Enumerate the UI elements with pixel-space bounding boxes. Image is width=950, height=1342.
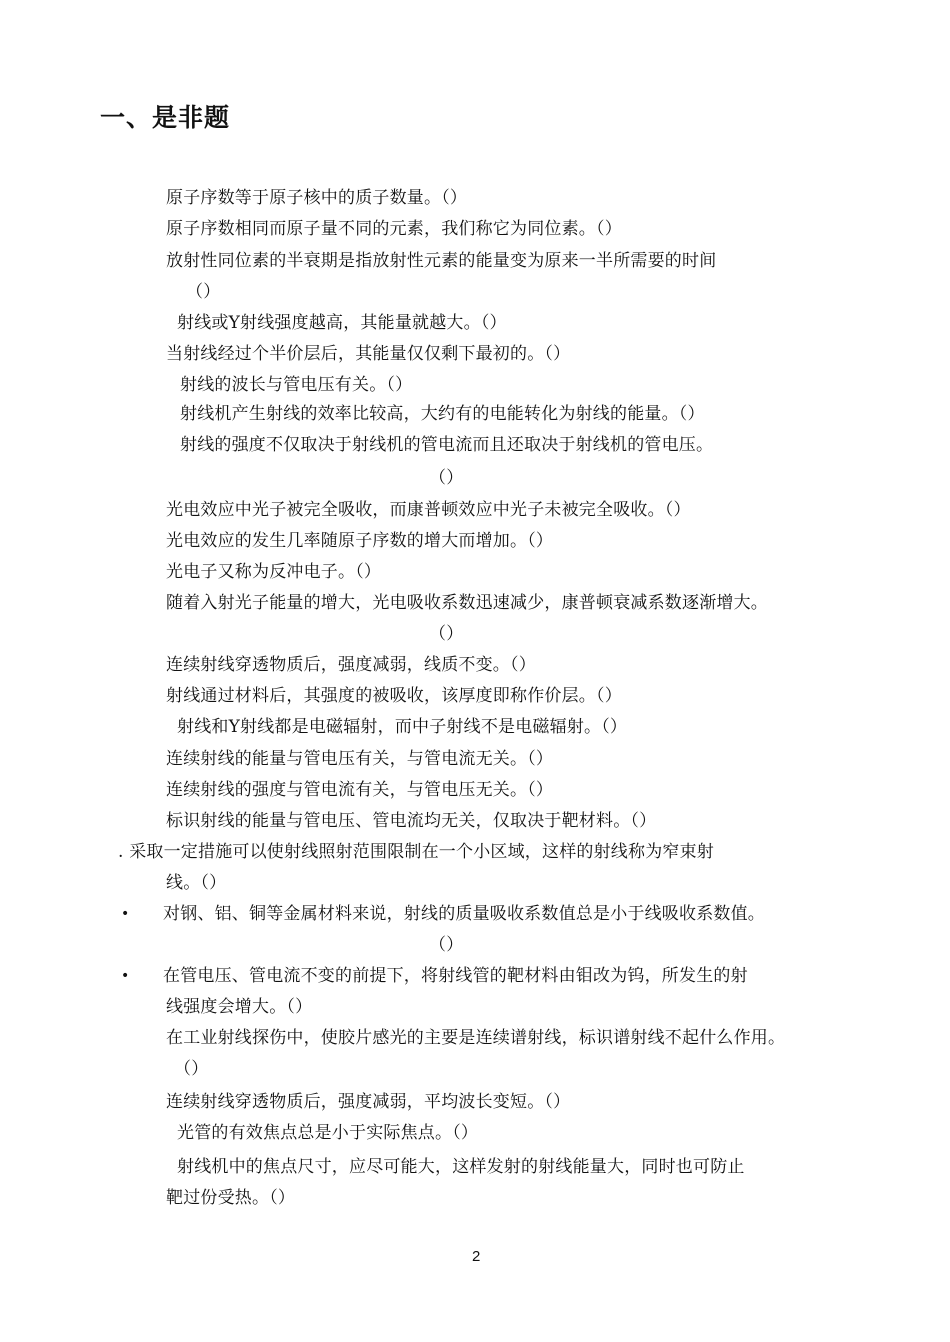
question-line: 射线的波长与管电压有关。（） <box>180 375 413 395</box>
question-line: 当射线经过个半价层后，其能量仅仅剩下最初的。（） <box>166 344 571 364</box>
question-line: （） <box>186 282 221 302</box>
question-line: 放射性同位素的半衰期是指放射性元素的能量变为原来一半所需要的时间 <box>166 251 717 271</box>
question-line: 射线机产生射线的效率比较高，大约有的电能转化为射线的能量。（） <box>180 404 705 424</box>
section-heading: 一、是非题 <box>100 103 231 132</box>
question-line: 光管的有效焦点总是小于实际焦点。（） <box>177 1123 479 1143</box>
question-line: 在管电压、管电流不变的前提下，将射线管的靶材料由钼改为钨，所发生的射 <box>163 966 748 986</box>
bullet-marker: • <box>121 906 130 922</box>
question-line: 连续射线穿透物质后，强度减弱，线质不变。（） <box>166 655 536 675</box>
question-line: 对钢、铝、铜等金属材料来说，射线的质量吸收系数值总是小于线吸收系数值。 <box>163 904 765 924</box>
question-line: 线强度会增大。（） <box>166 997 313 1017</box>
question-line: 靶过份受热。（） <box>166 1188 296 1208</box>
question-line: 连续射线穿透物质后，强度减弱，平均波长变短。（） <box>166 1092 571 1112</box>
question-line: 标识射线的能量与管电压、管电流均无关，仅取决于靶材料。（） <box>166 811 657 831</box>
question-line: 在工业射线探伤中，使胶片感光的主要是连续谱射线，标识谱射线不起什么作用。 <box>166 1028 786 1048</box>
question-line: 连续射线的能量与管电压有关，与管电流无关。（） <box>166 749 554 769</box>
question-line: 原子序数相同而原子量不同的元素，我们称它为同位素。（） <box>166 219 622 239</box>
question-line: 原子序数等于原子核中的质子数量。（） <box>166 188 468 208</box>
question-line: 光电效应的发生几率随原子序数的增大而增加。（） <box>166 531 554 551</box>
question-line: 随着入射光子能量的增大，光电吸收系数迅速减少，康普顿衰减系数逐渐增大。 <box>166 593 768 613</box>
question-line: 射线和Y射线都是电磁辐射，而中子射线不是电磁辐射。（） <box>177 717 628 737</box>
question-line: 射线通过材料后，其强度的被吸收，该厚度即称作价层。（） <box>166 686 622 706</box>
question-line: 光电子又称为反冲电子。（） <box>166 562 382 582</box>
question-line: （） <box>174 1059 209 1079</box>
question-line: （） <box>429 624 464 644</box>
question-line: （） <box>429 468 464 488</box>
question-line: 射线或Y射线强度越高，其能量就越大。（） <box>177 313 507 333</box>
question-line: （） <box>429 935 464 955</box>
question-line: 射线机中的焦点尺寸，应尽可能大，这样发射的射线能量大，同时也可防止 <box>177 1157 745 1177</box>
question-line: 线。（） <box>166 873 227 893</box>
question-line: 连续射线的强度与管电流有关，与管电压无关。（） <box>166 780 554 800</box>
question-line: 光电效应中光子被完全吸收，而康普顿效应中光子未被完全吸收。（） <box>166 500 691 520</box>
question-line: 射线的强度不仅取决于射线机的管电流而且还取决于射线机的管电压。 <box>180 435 714 455</box>
bullet-marker: • <box>121 968 130 984</box>
question-line: . 采取一定措施可以使射线照射范围限制在一个小区域，这样的射线称为窄束射 <box>118 842 715 862</box>
page-number: 2 <box>472 1248 481 1265</box>
